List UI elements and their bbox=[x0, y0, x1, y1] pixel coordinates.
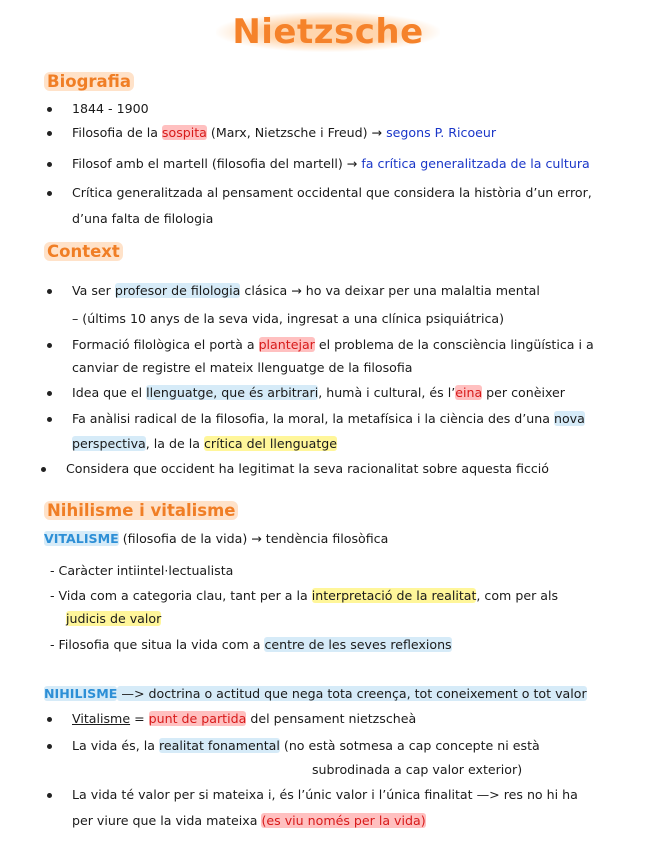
vitalisme-item-vida-cont: judicis de valor bbox=[66, 611, 162, 626]
bio-item-critica: Crítica generalitzada al pensament occidental que considera la història d’un error, bbox=[72, 185, 592, 200]
section-heading-context: Context bbox=[44, 242, 123, 261]
section-heading-biografia: Biografia bbox=[44, 72, 134, 91]
context-item-analisi-cont: perspectiva, la de la crítica del llenguatge bbox=[72, 436, 337, 451]
section-heading-nihilisme: Nihilisme i vitalisme bbox=[44, 501, 238, 520]
bio-item-dates: 1844 - 1900 bbox=[72, 101, 149, 116]
bio-item-martell: Filosof amb el martell (filosofia del martell) → fa crítica generalitzada de la cultura bbox=[72, 156, 590, 171]
bio-item-critica-cont: d’una falta de filologia bbox=[72, 211, 214, 226]
nihilisme-item-vitalisme: Vitalisme = punt de partida del pensament nietzscheà bbox=[72, 711, 417, 726]
context-item-analisi: Fa anàlisi radical de la filosofia, la moral, la metafísica i la ciència des d’una nova bbox=[72, 411, 585, 426]
context-item-llenguatge: Idea que el llenguatge, que és arbitrari, humà i cultural, és l’eina per conèixer bbox=[72, 385, 565, 400]
vitalisme-item-centre: - Filosofia que situa la vida com a centre de les seves reflexions bbox=[50, 637, 452, 652]
nihilisme-item-valor: La vida té valor per si mateixa i, és l’únic valor i l’única finalitat —> res no hi ha bbox=[72, 787, 578, 802]
nihilisme-item-realitat-cont: subrodinada a cap valor exterior) bbox=[312, 762, 523, 777]
nihilisme-item-valor-cont: per viure que la vida mateixa (es viu només per la vida) bbox=[72, 813, 426, 828]
context-item-formacio: Formació filològica el portà a plantejar el problema de la consciència lingüística i a bbox=[72, 337, 594, 352]
vitalisme-item-vida: - Vida com a categoria clau, tant per a la interpretació de la realitat, com per als bbox=[50, 588, 559, 603]
nihilisme-item-realitat: La vida és, la realitat fonamental (no està sotmesa a cap concepte ni està bbox=[72, 738, 540, 753]
context-item-profesor: Va ser profesor de filologia clásica → ho va deixar per una malaltia mental bbox=[72, 283, 540, 298]
nihilisme-definition: NIHILISME —> doctrina o actitud que nega tota creença, tot coneixement o tot valor bbox=[44, 686, 587, 701]
vitalisme-definition: VITALISME (filosofia de la vida) → tendència filosòfica bbox=[44, 531, 389, 546]
page-title: Nietzsche bbox=[0, 12, 656, 52]
context-item-profesor-cont: – (últims 10 anys de la seva vida, ingresat a una clínica psiquiátrica) bbox=[72, 311, 505, 326]
context-item-occident: Considera que occident ha legitimat la seva racionalitat sobre aquesta ficció bbox=[66, 461, 550, 476]
context-item-formacio-cont: canviar de registre el mateix llenguatge de la filosofia bbox=[72, 360, 413, 375]
bio-item-sospita: Filosofia de la sospita (Marx, Nietzsche i Freud) → segons P. Ricoeur bbox=[72, 125, 497, 140]
vitalisme-item-caracter: - Caràcter intiintel·lectualista bbox=[50, 563, 234, 578]
